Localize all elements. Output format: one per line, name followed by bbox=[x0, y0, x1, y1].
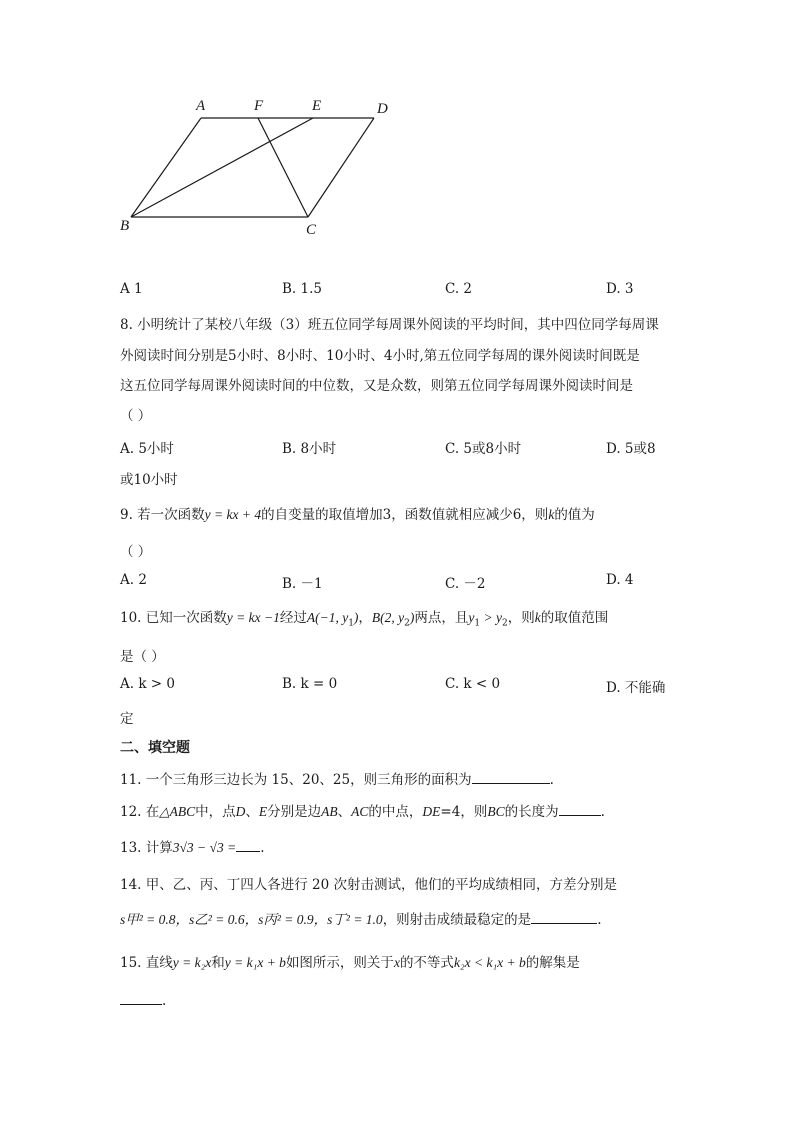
q9-option-c: C. －2 bbox=[445, 576, 486, 592]
q10-stem: 10. 已知一次函数y = kx −1经过A(−1, $y_1$)，B(2, $y_2$)两点，且$y_1 > y_2$，则k的取值范围 bbox=[120, 610, 609, 629]
q8-option-d-wrap: 或10小时 bbox=[120, 472, 178, 488]
q14-line-2 bbox=[120, 908, 601, 928]
q8-line-2: 外阅读时间分别是5小时、8小时、10小时、4小时,第五位同学每周的课外阅读时间既是 bbox=[120, 348, 640, 364]
label-d: D bbox=[377, 101, 388, 117]
q15-mid: 如图所示，则关于 bbox=[285, 955, 394, 971]
q12-text-d: 的中点， bbox=[368, 804, 423, 820]
q10-line-2: 是（ ） bbox=[120, 649, 165, 665]
q9-option-a: A. 2 bbox=[120, 572, 147, 588]
q15-line-2: y = k₁x + b bbox=[224, 955, 286, 970]
q13-text: 13. 计算 bbox=[120, 840, 173, 856]
q15-end: . bbox=[162, 993, 167, 1009]
q7-option-b: B. 1.5 bbox=[282, 281, 322, 297]
q13-end: . bbox=[260, 840, 265, 856]
q12-bc: BC bbox=[487, 804, 505, 819]
q10-option-c: C. k < 0 bbox=[445, 676, 501, 692]
q14-line-1: 14. 甲、乙、丙、丁四人各进行 20 次射击测试，他们的平均成绩相同，方差分别是 bbox=[120, 877, 618, 893]
q10-then: ，则 bbox=[507, 610, 535, 626]
q12-de: DE bbox=[422, 804, 441, 819]
q11-text: 11. 一个三角形三边长为 15、20、25，则三角形的面积为 bbox=[120, 772, 472, 788]
q14-end: . bbox=[597, 912, 602, 928]
q15-line-1: y = k₂x bbox=[172, 955, 212, 970]
q10-comma: ， bbox=[358, 610, 372, 626]
q8-option-a: A. 5小时 bbox=[120, 441, 174, 457]
q12-sep: 、 bbox=[245, 804, 259, 820]
q8-line-1: 8. 小明统计了某校八年级（3）班五位同学每周课外阅读的平均时间，其中四位同学每周课 bbox=[120, 317, 659, 333]
q12-end: . bbox=[600, 804, 605, 820]
q9-k: k bbox=[548, 507, 555, 522]
q12-ab: AB bbox=[321, 804, 338, 819]
q15-suffix: 的解集是 bbox=[525, 955, 580, 971]
q12 bbox=[120, 800, 605, 820]
q13 bbox=[120, 836, 264, 856]
q9-prefix: 9. 若一次函数 bbox=[120, 507, 205, 523]
q10-function: y = kx −1 bbox=[226, 610, 280, 625]
q15-stem bbox=[120, 951, 580, 971]
q10-through: 经过 bbox=[279, 610, 307, 626]
q7-option-a: A 1 bbox=[120, 281, 143, 297]
q9-mid: 的自变量的取值增加3，函数值就相应减少6，则 bbox=[261, 507, 549, 523]
q7-option-c: C. 2 bbox=[445, 281, 473, 297]
q8-paren: （ ） bbox=[120, 408, 152, 424]
q7-option-d: D. 3 bbox=[606, 281, 634, 297]
q12-ac: AC bbox=[351, 804, 369, 819]
q12-text-b: 中，点 bbox=[195, 804, 236, 820]
q11 bbox=[120, 768, 554, 788]
q14-variance-yi: s乙² = 0.6， bbox=[189, 912, 259, 927]
q9-function: y = kx + 4 bbox=[204, 507, 262, 522]
q12-text-e: =4，则 bbox=[440, 804, 488, 820]
q9-suffix: 的值为 bbox=[554, 507, 595, 523]
q12-sep-2: 、 bbox=[337, 804, 352, 820]
q15-answer-blank[interactable] bbox=[120, 990, 162, 1005]
q11-answer-blank[interactable] bbox=[472, 769, 550, 784]
q9-stem bbox=[120, 503, 595, 523]
q14-variance-jia: s甲² = 0.8， bbox=[120, 912, 190, 927]
label-b: B bbox=[120, 218, 130, 234]
q10-range: 的取值范围 bbox=[540, 610, 609, 626]
q8-option-c: C. 5或8小时 bbox=[445, 441, 522, 457]
q15-ineq-text: 的不等式 bbox=[399, 955, 454, 971]
q12-text-f: 的长度为 bbox=[504, 804, 559, 820]
segment-be bbox=[131, 118, 313, 217]
q14-tail: ，则射击成绩最稳定的是 bbox=[382, 912, 532, 928]
segment-ab bbox=[131, 118, 201, 217]
q10-ineq: y bbox=[468, 610, 475, 625]
q12-answer-blank[interactable] bbox=[559, 801, 601, 816]
q13-answer-blank[interactable] bbox=[236, 837, 260, 852]
q8-option-b: B. 8小时 bbox=[282, 441, 337, 457]
q12-text-a: 12. 在 bbox=[120, 804, 160, 820]
q12-triangle: △ABC bbox=[159, 804, 196, 819]
q12-d: D bbox=[235, 804, 246, 819]
q11-end: . bbox=[549, 772, 554, 788]
q9-option-d: D. 4 bbox=[606, 572, 634, 588]
segment-cf bbox=[258, 118, 308, 217]
q10-option-d: D. 不能确 bbox=[606, 680, 666, 696]
q15-answer-line bbox=[120, 990, 166, 1009]
q13-expression: 3√3 − √3 = bbox=[172, 840, 237, 855]
q14-answer-blank[interactable] bbox=[531, 909, 597, 924]
q15-and: 和 bbox=[211, 955, 225, 971]
label-c: C bbox=[306, 222, 317, 238]
q8-line-3: 这五位同学每周课外阅读时间的中位数，又是众数，则第五位同学每周课外阅读时间是 bbox=[120, 378, 633, 394]
q10-option-a: A. k > 0 bbox=[120, 676, 175, 692]
q14-variance-ding: s丁² = 1.0 bbox=[327, 912, 383, 927]
q15-x: x bbox=[393, 955, 400, 970]
label-e: E bbox=[312, 98, 322, 114]
q8-option-d: D. 5或8 bbox=[606, 441, 656, 457]
q10-option-d-wrap: 定 bbox=[120, 711, 134, 727]
q12-e: E bbox=[258, 804, 268, 819]
q10-option-b: B. k = 0 bbox=[282, 676, 338, 692]
q15-inequality: k₂x < k₁x + b bbox=[453, 955, 526, 970]
q9-option-b: B. －1 bbox=[282, 576, 323, 592]
q15-prefix: 15. 直线 bbox=[120, 955, 173, 971]
label-f: F bbox=[254, 98, 264, 114]
q10-prefix: 10. 已知一次函数 bbox=[120, 610, 227, 626]
q10-point-b: B(2, y bbox=[371, 610, 405, 625]
q10-point-a: A(−1, y bbox=[306, 610, 349, 625]
q10-two-points: 两点，且 bbox=[414, 610, 469, 626]
q14-variance-bing: s丙² = 0.9， bbox=[258, 912, 328, 927]
label-a: A bbox=[196, 98, 206, 114]
q9-paren: （ ） bbox=[120, 544, 152, 560]
section-heading-fill-in: 二、填空题 bbox=[120, 740, 190, 756]
q12-text-c: 分别是边 bbox=[267, 804, 322, 820]
segment-cd bbox=[308, 118, 374, 217]
